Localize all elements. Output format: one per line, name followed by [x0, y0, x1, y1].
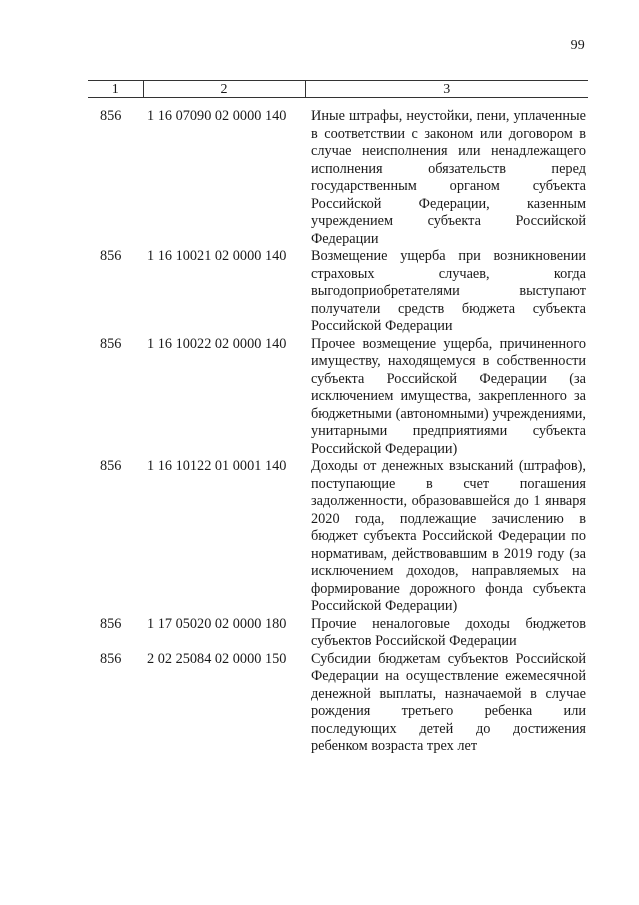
table-row	[88, 248, 588, 336]
table-row	[88, 651, 588, 756]
column-header-3: 3	[305, 81, 588, 98]
column-header-2: 2	[143, 81, 305, 98]
revenue-code-cell: 1 16 10022 02 0000 140	[147, 335, 287, 352]
revenue-code-cell: 1 17 05020 02 0000 180	[147, 615, 287, 632]
owner-code-cell: 856	[100, 248, 122, 264]
owner-code-cell: 856	[100, 615, 122, 632]
revenue-name-cell: Возмещение ущерба при возникновении страховых случаев, когда выгодоприобретателями выступают получатели средств бюджета субъекта Российской Федерации	[311, 248, 586, 334]
table-row	[88, 616, 588, 651]
page-number: 99	[570, 38, 585, 53]
table-row	[88, 98, 588, 249]
revenue-code-cell: 1 16 10122 01 0001 140	[147, 458, 287, 474]
revenue-name-cell: Иные штрафы, неустойки, пени, уплаченные в соответствии с законом или договором в случае неисполнения или ненадлежащего исполнения обязательств перед государственным органом субъекта Российской Федерации, казенным учреждением субъекта Российской Федерации	[311, 108, 586, 247]
revenue-name-cell: Субсидии бюджетам субъектов Российской Федерации на осуществление ежемесячной денежной выплаты, назначаемой в случае рождения третьего ребенка или последующих детей до достижения ребенком возраста трех лет	[311, 650, 586, 754]
table-header-row	[88, 81, 588, 98]
owner-code-cell: 856	[100, 335, 122, 352]
revenue-code-cell: 1 16 10021 02 0000 140	[147, 248, 287, 264]
owner-code-cell: 856	[100, 108, 122, 124]
revenue-code-cell: 2 02 25084 02 0000 150	[147, 650, 287, 667]
owner-code-cell: 856	[100, 650, 122, 667]
revenue-codes-table	[88, 80, 588, 756]
column-header-1: 1	[88, 81, 143, 98]
revenue-name-cell: Прочие неналоговые доходы бюджетов субъектов Российской Федерации	[311, 615, 586, 649]
table-row	[88, 458, 588, 616]
owner-code-cell: 856	[100, 458, 122, 474]
revenue-name-cell: Прочее возмещение ущерба, причиненного имуществу, находящемуся в собственности субъекта Российской Федерации (за исключением имущества, закрепленного за бюджетными (автономными) учреждениями, унитарными предприятиями субъекта Российской Федерации)	[311, 335, 586, 457]
table-row	[88, 336, 588, 459]
revenue-name-cell: Доходы от денежных взысканий (штрафов), поступающие в счет погашения задолженности, образовавшейся до 1 января 2020 года, подлежащие зачислению в бюджет субъекта Российской Федерации по нормативам, действовавшим в 2019 году (за исключением доходов, направляемых на формирование дорожного фонда субъекта Российской Федерации)	[311, 458, 586, 614]
revenue-code-cell: 1 16 07090 02 0000 140	[147, 108, 287, 124]
